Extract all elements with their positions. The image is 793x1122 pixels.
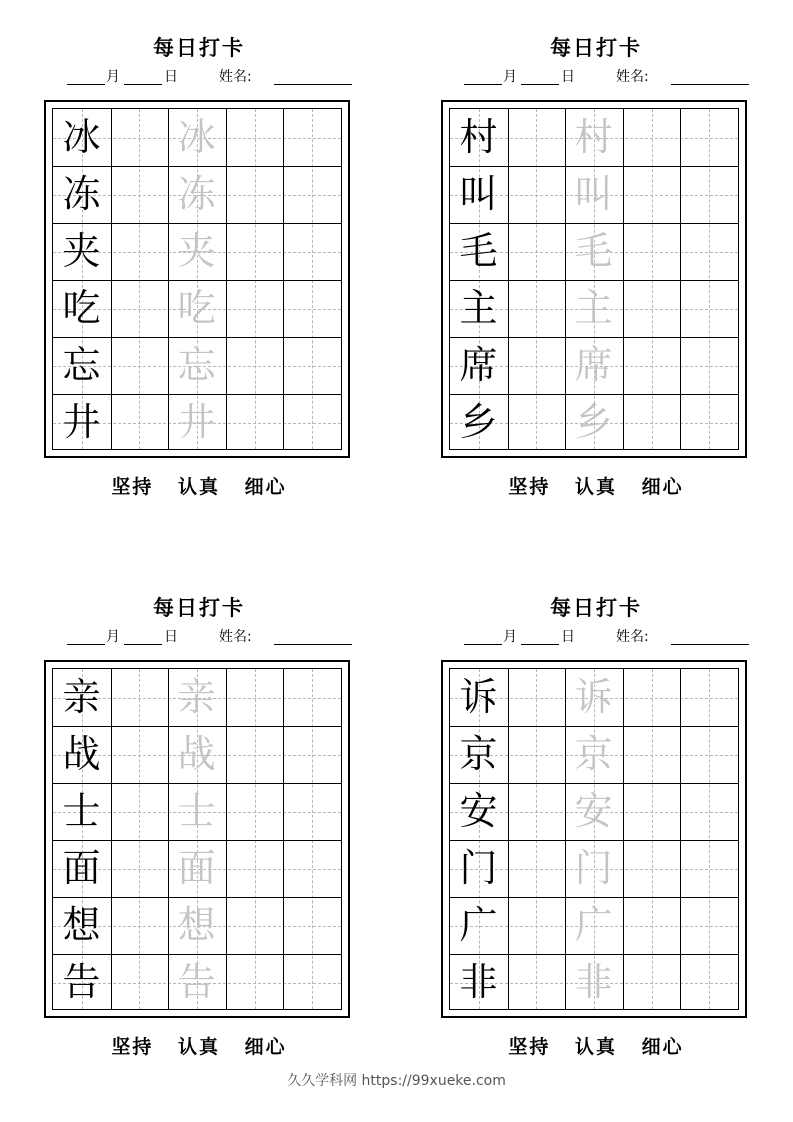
model-character: 士 bbox=[62, 789, 101, 833]
writing-grid-frame bbox=[44, 100, 350, 458]
model-character: 冻 bbox=[62, 172, 101, 216]
guide-line bbox=[709, 669, 710, 1009]
name-label: 姓名: bbox=[219, 629, 252, 645]
name-label: 姓名: bbox=[616, 69, 649, 85]
model-character: 门 bbox=[459, 846, 498, 890]
day-label: 日 bbox=[561, 69, 575, 85]
month-label: 月 bbox=[106, 629, 120, 645]
grid-line bbox=[680, 109, 681, 449]
trace-character: 想 bbox=[177, 903, 216, 947]
guide-line bbox=[255, 109, 256, 449]
grid-line bbox=[508, 109, 509, 449]
card-title: 每日打卡 bbox=[550, 596, 642, 620]
model-character: 乡 bbox=[459, 400, 498, 444]
guide-line bbox=[652, 669, 653, 1009]
day-blank[interactable] bbox=[521, 644, 559, 645]
model-character: 井 bbox=[62, 400, 101, 444]
day-blank[interactable] bbox=[124, 84, 162, 85]
grid-line bbox=[623, 109, 624, 449]
trace-character: 面 bbox=[177, 846, 216, 890]
name-label: 姓名: bbox=[616, 629, 649, 645]
trace-character: 诉 bbox=[574, 675, 613, 719]
model-character: 非 bbox=[459, 960, 498, 1004]
model-character: 安 bbox=[459, 789, 498, 833]
name-blank[interactable] bbox=[671, 644, 749, 645]
writing-grid-frame bbox=[441, 660, 747, 1018]
model-character: 忘 bbox=[62, 343, 101, 387]
trace-character: 士 bbox=[177, 789, 216, 833]
guide-line bbox=[255, 669, 256, 1009]
model-character: 诉 bbox=[459, 675, 498, 719]
guide-line bbox=[312, 669, 313, 1009]
grid-line bbox=[226, 109, 227, 449]
trace-character: 叫 bbox=[574, 172, 613, 216]
model-character: 主 bbox=[459, 286, 498, 330]
model-character: 叫 bbox=[459, 172, 498, 216]
model-character: 吃 bbox=[62, 286, 101, 330]
writing-grid[interactable] bbox=[52, 668, 342, 1010]
model-character: 冰 bbox=[62, 115, 101, 159]
model-character: 亲 bbox=[62, 675, 101, 719]
writing-grid[interactable] bbox=[449, 108, 739, 450]
trace-character: 井 bbox=[177, 400, 216, 444]
model-character: 广 bbox=[459, 903, 498, 947]
date-name-line bbox=[64, 68, 354, 88]
writing-grid[interactable] bbox=[449, 668, 739, 1010]
grid-line bbox=[111, 669, 112, 1009]
model-character: 京 bbox=[459, 732, 498, 776]
guide-line bbox=[312, 109, 313, 449]
name-blank[interactable] bbox=[671, 84, 749, 85]
trace-character: 吃 bbox=[177, 286, 216, 330]
grid-line bbox=[508, 669, 509, 1009]
trace-character: 主 bbox=[574, 286, 613, 330]
grid-line bbox=[111, 109, 112, 449]
writing-grid-frame bbox=[44, 660, 350, 1018]
month-blank[interactable] bbox=[464, 644, 502, 645]
trace-character: 战 bbox=[177, 732, 216, 776]
trace-character: 席 bbox=[574, 343, 613, 387]
trace-character: 夹 bbox=[177, 229, 216, 273]
guide-line bbox=[536, 669, 537, 1009]
card-title: 每日打卡 bbox=[153, 596, 245, 620]
motto: 坚持 认真 细心 bbox=[508, 476, 684, 498]
writing-grid-frame bbox=[441, 100, 747, 458]
day-label: 日 bbox=[164, 69, 178, 85]
motto: 坚持 认真 细心 bbox=[508, 1036, 684, 1058]
model-character: 告 bbox=[62, 960, 101, 1004]
model-character: 夹 bbox=[62, 229, 101, 273]
guide-line bbox=[536, 109, 537, 449]
grid-line bbox=[680, 669, 681, 1009]
trace-character: 毛 bbox=[574, 229, 613, 273]
grid-line bbox=[283, 669, 284, 1009]
model-character: 毛 bbox=[459, 229, 498, 273]
guide-line bbox=[139, 669, 140, 1009]
date-name-line bbox=[64, 628, 354, 648]
model-character: 战 bbox=[62, 732, 101, 776]
writing-grid[interactable] bbox=[52, 108, 342, 450]
month-label: 月 bbox=[106, 69, 120, 85]
card-title: 每日打卡 bbox=[550, 36, 642, 60]
guide-line bbox=[709, 109, 710, 449]
trace-character: 告 bbox=[177, 960, 216, 1004]
grid-line bbox=[623, 669, 624, 1009]
month-label: 月 bbox=[503, 69, 517, 85]
grid-line bbox=[283, 109, 284, 449]
trace-character: 冰 bbox=[177, 115, 216, 159]
month-blank[interactable] bbox=[67, 644, 105, 645]
model-character: 村 bbox=[459, 115, 498, 159]
motto: 坚持 认真 细心 bbox=[111, 1036, 287, 1058]
day-blank[interactable] bbox=[124, 644, 162, 645]
day-label: 日 bbox=[164, 629, 178, 645]
name-blank[interactable] bbox=[274, 644, 352, 645]
name-blank[interactable] bbox=[274, 84, 352, 85]
model-character: 席 bbox=[459, 343, 498, 387]
trace-character: 冻 bbox=[177, 172, 216, 216]
trace-character: 安 bbox=[574, 789, 613, 833]
trace-character: 非 bbox=[574, 960, 613, 1004]
trace-character: 村 bbox=[574, 115, 613, 159]
trace-character: 京 bbox=[574, 732, 613, 776]
footer-watermark: 久久学科网 https://99xueke.com bbox=[287, 1073, 506, 1089]
grid-line bbox=[226, 669, 227, 1009]
name-label: 姓名: bbox=[219, 69, 252, 85]
guide-line bbox=[652, 109, 653, 449]
card-title: 每日打卡 bbox=[153, 36, 245, 60]
date-name-line bbox=[461, 68, 751, 88]
month-blank[interactable] bbox=[464, 84, 502, 85]
trace-character: 亲 bbox=[177, 675, 216, 719]
date-name-line bbox=[461, 628, 751, 648]
trace-character: 门 bbox=[574, 846, 613, 890]
month-blank[interactable] bbox=[67, 84, 105, 85]
trace-character: 乡 bbox=[574, 400, 613, 444]
model-character: 面 bbox=[62, 846, 101, 890]
day-label: 日 bbox=[561, 629, 575, 645]
guide-line bbox=[139, 109, 140, 449]
motto: 坚持 认真 细心 bbox=[111, 476, 287, 498]
model-character: 想 bbox=[62, 903, 101, 947]
day-blank[interactable] bbox=[521, 84, 559, 85]
month-label: 月 bbox=[503, 629, 517, 645]
trace-character: 广 bbox=[574, 903, 613, 947]
trace-character: 忘 bbox=[177, 343, 216, 387]
